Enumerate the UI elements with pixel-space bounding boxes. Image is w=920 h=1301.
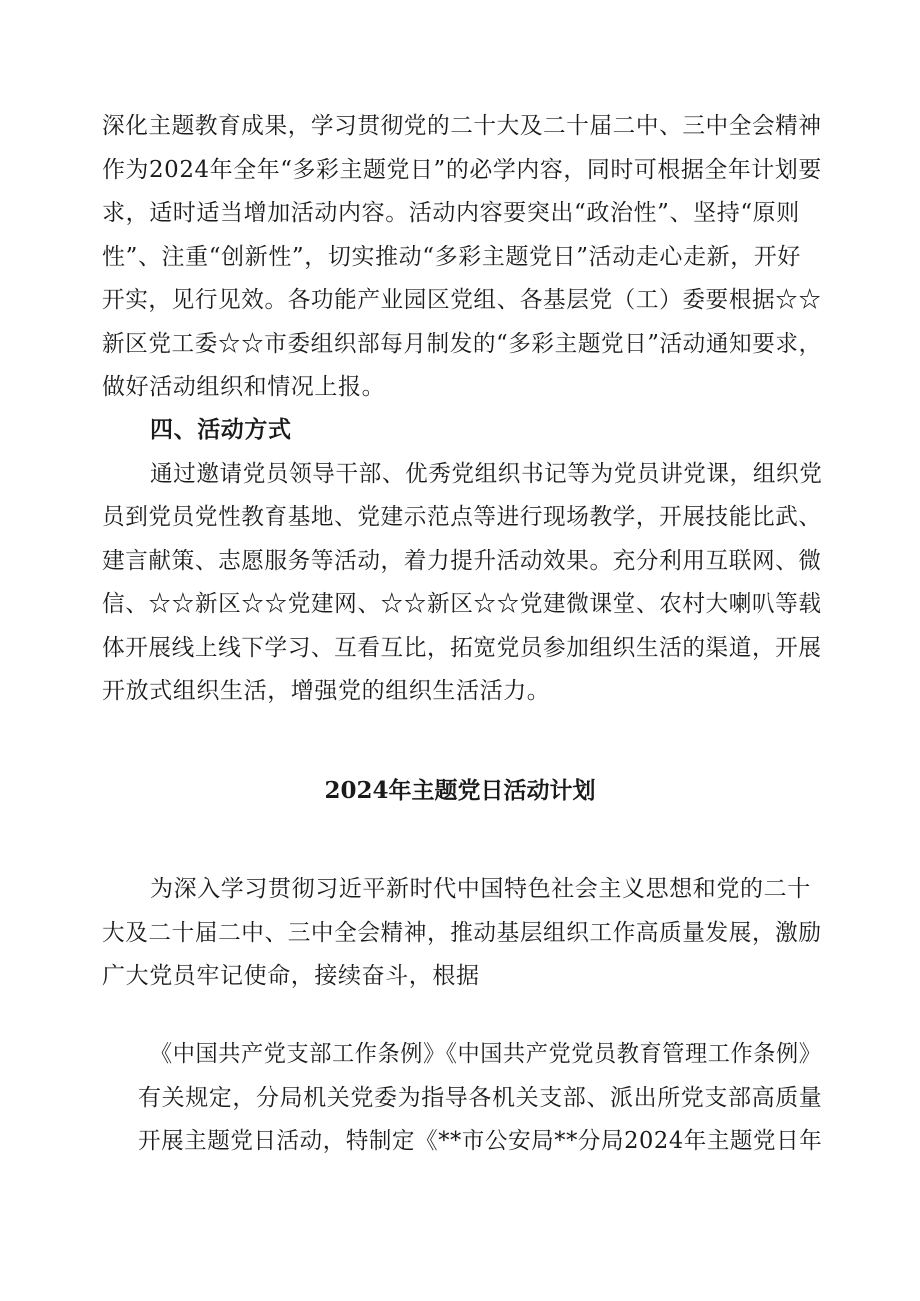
document-title: 2024年主题党日活动计划 (324, 777, 596, 804)
paragraph-line: 性”、注重“创新性”，切实推动“多彩主题党日”活动走心走新，开好 (102, 244, 801, 270)
paragraph-line: 作为2024年全年“多彩主题党日”的必学内容，同时可根据全年计划要 (102, 157, 822, 183)
paragraph-line: 员到党员党性教育基地、党建示范点等进行现场教学，开展技能比武、 (102, 504, 822, 530)
paragraph-line: 有关规定，分局机关党委为指导各机关支部、派出所党支部高质量 (138, 1085, 823, 1111)
paragraph-line: 开放式组织生活，增强党的组织生活活力。 (102, 678, 551, 704)
section-heading: 四、活动方式 (150, 416, 292, 443)
paragraph-line: 为深入学习贯彻习近平新时代中国特色社会主义思想和党的二十 (150, 876, 811, 902)
paragraph-line: 体开展线上线下学习、互看互比，拓宽党员参加组织生活的渠道，开展 (102, 635, 822, 661)
paragraph-line: 开实，见行见效。各功能产业园区党组、各基层党（工）委要根据☆☆ (102, 287, 822, 313)
paragraph-line: 开展主题党日活动，特制定《**市公安局**分局2024年主题党日年 (138, 1128, 823, 1154)
paragraph-line: 深化主题教育成果，学习贯彻党的二十大及二十届二中、三中全会精神 (102, 113, 822, 139)
paragraph-line: 大及二十届二中、三中全会精神，推动基层组织工作高质量发展，激励 (102, 920, 822, 946)
paragraph-line: 信、☆☆新区☆☆党建网、☆☆新区☆☆党建微课堂、农村大喇叭等载 (102, 591, 822, 617)
paragraph-line: 做好活动组织和情况上报。 (102, 374, 386, 400)
paragraph-line: 新区党工委☆☆市委组织部每月制发的“多彩主题党日”活动通知要求， (102, 331, 822, 357)
paragraph-line: 建言献策、志愿服务等活动，着力提升活动效果。充分利用互联网、微 (102, 548, 822, 574)
paragraph-line: 《中国共产党支部工作条例》《中国共产党党员教育管理工作条例》 (150, 1041, 822, 1067)
paragraph-line: 求，适时适当增加活动内容。活动内容要突出“政治性”、坚持“原则 (102, 200, 800, 226)
paragraph-line: 通过邀请党员领导干部、优秀党组织书记等为党员讲党课，组织党 (150, 461, 823, 487)
paragraph-line: 广大党员牢记使命，接续奋斗，根据 (102, 963, 480, 989)
